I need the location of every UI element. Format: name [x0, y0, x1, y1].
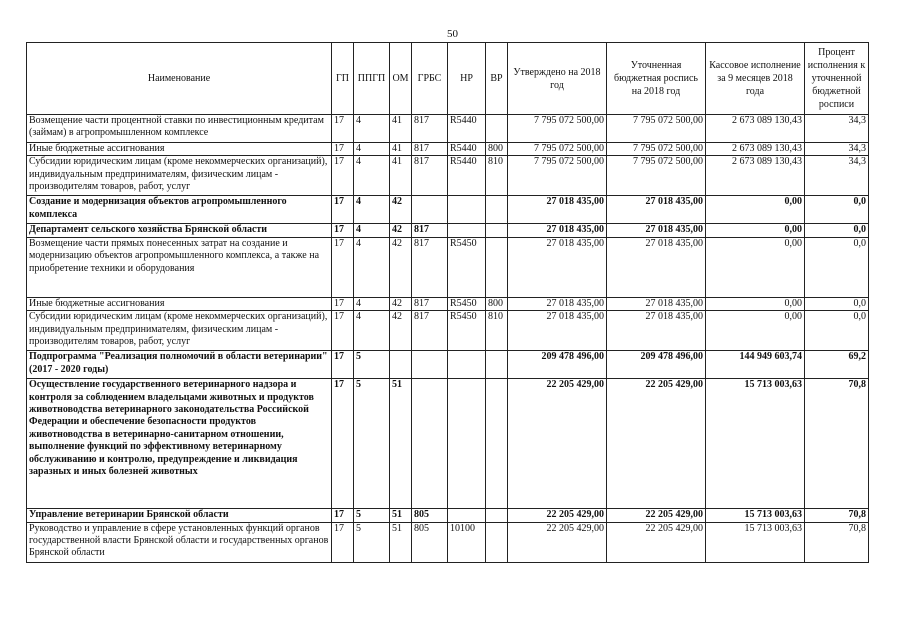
header-vr: ВР: [486, 43, 508, 115]
cell-gp: 17: [332, 351, 354, 379]
header-ppgp: ППГП: [354, 43, 390, 115]
cell-approved: 27 018 435,00: [508, 297, 607, 310]
cell-gp: 17: [332, 522, 354, 562]
cell-name: Осуществление государственного ветеринарного надзора и контроля за соблюдением владельцами животных и продуктов животноводства ветеринарного законодательства Российской Федерации и обеспечение безопасности продуктов животноводства в ветеринарно-санитарном отношении, выполнение функций по эффективному ветеринарному обслуживанию и контролю, предупреждение и ликвидация заразных и иных болезней животных: [27, 379, 332, 509]
cell-np: [448, 351, 486, 379]
cell-percent: 70,8: [805, 509, 869, 522]
cell-vr: 800: [486, 297, 508, 310]
cell-cash: 2 673 089 130,43: [706, 156, 805, 196]
cell-grbs: 817: [412, 156, 448, 196]
cell-np: R5450: [448, 297, 486, 310]
cell-cash: 0,00: [706, 196, 805, 224]
page-number: 50: [447, 28, 458, 40]
cell-approved: 27 018 435,00: [508, 224, 607, 237]
cell-percent: 0,0: [805, 297, 869, 310]
cell-om: 51: [390, 509, 412, 522]
cell-gp: 17: [332, 311, 354, 351]
header-refined: Уточненная бюджетная роспись на 2018 год: [607, 43, 706, 115]
cell-refined: 7 795 072 500,00: [607, 143, 706, 156]
cell-grbs: 817: [412, 237, 448, 297]
cell-om: 51: [390, 379, 412, 509]
table-row: [27, 237, 869, 297]
cell-name: Иные бюджетные ассигнования: [27, 143, 332, 156]
cell-om: 41: [390, 156, 412, 196]
cell-grbs: [412, 196, 448, 224]
cell-om: 42: [390, 237, 412, 297]
cell-vr: [486, 224, 508, 237]
cell-grbs: [412, 379, 448, 509]
cell-ppgp: 4: [354, 297, 390, 310]
cell-np: 10100: [448, 522, 486, 562]
table-row: [27, 224, 869, 237]
header-name: Наименование: [27, 43, 332, 115]
header-percent: Процент исполнения к уточненной бюджетной росписи: [805, 43, 869, 115]
cell-cash: 2 673 089 130,43: [706, 115, 805, 143]
cell-refined: 209 478 496,00: [607, 351, 706, 379]
table-row: [27, 297, 869, 310]
cell-om: 42: [390, 297, 412, 310]
cell-ppgp: 4: [354, 311, 390, 351]
cell-name: Подпрограмма "Реализация полномочий в области ветеринарии" (2017 - 2020 годы): [27, 351, 332, 379]
cell-grbs: 805: [412, 522, 448, 562]
header-grbs: ГРБС: [412, 43, 448, 115]
cell-gp: 17: [332, 224, 354, 237]
cell-grbs: 817: [412, 224, 448, 237]
cell-om: [390, 351, 412, 379]
cell-name: Субсидии юридическим лицам (кроме некоммерческих организаций), индивидуальным предпринимателям, физическим лицам - производителям товаров, работ, услуг: [27, 156, 332, 196]
cell-vr: [486, 237, 508, 297]
header-cash: Кассовое исполнение за 9 месяцев 2018 года: [706, 43, 805, 115]
cell-cash: 15 713 003,63: [706, 522, 805, 562]
cell-vr: [486, 351, 508, 379]
cell-ppgp: 4: [354, 143, 390, 156]
cell-ppgp: 4: [354, 196, 390, 224]
cell-refined: 22 205 429,00: [607, 522, 706, 562]
cell-om: 41: [390, 115, 412, 143]
table-row: [27, 351, 869, 379]
cell-gp: 17: [332, 509, 354, 522]
table-row: [27, 522, 869, 562]
cell-np: [448, 379, 486, 509]
cell-np: [448, 196, 486, 224]
cell-approved: 27 018 435,00: [508, 237, 607, 297]
cell-cash: 0,00: [706, 297, 805, 310]
cell-percent: 0,0: [805, 224, 869, 237]
cell-np: R5440: [448, 115, 486, 143]
cell-percent: 0,0: [805, 311, 869, 351]
cell-approved: 27 018 435,00: [508, 311, 607, 351]
cell-approved: 209 478 496,00: [508, 351, 607, 379]
table-row: [27, 143, 869, 156]
cell-gp: 17: [332, 143, 354, 156]
cell-gp: 17: [332, 156, 354, 196]
cell-vr: [486, 115, 508, 143]
cell-refined: 27 018 435,00: [607, 224, 706, 237]
cell-grbs: 817: [412, 143, 448, 156]
cell-cash: 15 713 003,63: [706, 509, 805, 522]
cell-percent: 34,3: [805, 115, 869, 143]
header-gp: ГП: [332, 43, 354, 115]
table-row: [27, 156, 869, 196]
cell-percent: 0,0: [805, 196, 869, 224]
cell-grbs: 817: [412, 311, 448, 351]
cell-approved: 27 018 435,00: [508, 196, 607, 224]
cell-ppgp: 4: [354, 224, 390, 237]
cell-gp: 17: [332, 297, 354, 310]
cell-gp: 17: [332, 237, 354, 297]
cell-om: 42: [390, 196, 412, 224]
cell-refined: 7 795 072 500,00: [607, 156, 706, 196]
table-row: [27, 196, 869, 224]
cell-name: Создание и модернизация объектов агропромышленного комплекса: [27, 196, 332, 224]
cell-approved: 22 205 429,00: [508, 379, 607, 509]
cell-vr: [486, 509, 508, 522]
table-row: [27, 311, 869, 351]
cell-cash: 0,00: [706, 311, 805, 351]
cell-approved: 22 205 429,00: [508, 509, 607, 522]
cell-ppgp: 5: [354, 351, 390, 379]
cell-percent: 69,2: [805, 351, 869, 379]
table-row: [27, 115, 869, 143]
cell-refined: 27 018 435,00: [607, 297, 706, 310]
cell-refined: 22 205 429,00: [607, 379, 706, 509]
cell-vr: 800: [486, 143, 508, 156]
table-header-row: [27, 43, 869, 115]
table-row: [27, 509, 869, 522]
cell-om: 41: [390, 143, 412, 156]
cell-gp: 17: [332, 379, 354, 509]
cell-refined: 22 205 429,00: [607, 509, 706, 522]
cell-name: Возмещение части процентной ставки по инвестиционным кредитам (займам) в агропромышленном комплексе: [27, 115, 332, 143]
cell-cash: 0,00: [706, 237, 805, 297]
cell-approved: 7 795 072 500,00: [508, 115, 607, 143]
cell-np: R5450: [448, 311, 486, 351]
cell-cash: 2 673 089 130,43: [706, 143, 805, 156]
cell-cash: 15 713 003,63: [706, 379, 805, 509]
cell-np: R5440: [448, 156, 486, 196]
cell-name: Иные бюджетные ассигнования: [27, 297, 332, 310]
cell-approved: 22 205 429,00: [508, 522, 607, 562]
cell-refined: 27 018 435,00: [607, 237, 706, 297]
cell-ppgp: 4: [354, 156, 390, 196]
table-row: [27, 379, 869, 509]
cell-grbs: 805: [412, 509, 448, 522]
cell-percent: 34,3: [805, 156, 869, 196]
cell-om: 42: [390, 224, 412, 237]
cell-name: Возмещение части прямых понесенных затрат на создание и модернизацию объектов агропромышленного комплекса, а также на приобретение техники и оборудования: [27, 237, 332, 297]
header-om: ОМ: [390, 43, 412, 115]
cell-name: Управление ветеринарии Брянской области: [27, 509, 332, 522]
cell-percent: 0,0: [805, 237, 869, 297]
cell-percent: 70,8: [805, 522, 869, 562]
cell-cash: 0,00: [706, 224, 805, 237]
cell-ppgp: 5: [354, 379, 390, 509]
cell-vr: [486, 379, 508, 509]
cell-ppgp: 4: [354, 115, 390, 143]
header-approved: Утверждено на 2018 год: [508, 43, 607, 115]
cell-vr: [486, 522, 508, 562]
cell-grbs: [412, 351, 448, 379]
cell-ppgp: 4: [354, 237, 390, 297]
cell-vr: 810: [486, 156, 508, 196]
cell-percent: 34,3: [805, 143, 869, 156]
cell-refined: 7 795 072 500,00: [607, 115, 706, 143]
cell-cash: 144 949 603,74: [706, 351, 805, 379]
cell-vr: 810: [486, 311, 508, 351]
cell-name: Руководство и управление в сфере установленных функций органов государственной власти Брянской области и государственных органов Брянской области: [27, 522, 332, 562]
cell-name: Департамент сельского хозяйства Брянской области: [27, 224, 332, 237]
cell-grbs: 817: [412, 297, 448, 310]
cell-np: [448, 509, 486, 522]
cell-ppgp: 5: [354, 522, 390, 562]
cell-np: [448, 224, 486, 237]
cell-name: Субсидии юридическим лицам (кроме некоммерческих организаций), индивидуальным предпринимателям, физическим лицам - производителям товаров, работ, услуг: [27, 311, 332, 351]
cell-vr: [486, 196, 508, 224]
cell-approved: 7 795 072 500,00: [508, 156, 607, 196]
cell-percent: 70,8: [805, 379, 869, 509]
budget-table: [26, 42, 869, 563]
cell-np: R5450: [448, 237, 486, 297]
header-np: НР: [448, 43, 486, 115]
cell-om: 51: [390, 522, 412, 562]
cell-approved: 7 795 072 500,00: [508, 143, 607, 156]
cell-om: 42: [390, 311, 412, 351]
cell-refined: 27 018 435,00: [607, 196, 706, 224]
cell-np: R5440: [448, 143, 486, 156]
cell-grbs: 817: [412, 115, 448, 143]
cell-ppgp: 5: [354, 509, 390, 522]
cell-gp: 17: [332, 115, 354, 143]
cell-refined: 27 018 435,00: [607, 311, 706, 351]
cell-gp: 17: [332, 196, 354, 224]
